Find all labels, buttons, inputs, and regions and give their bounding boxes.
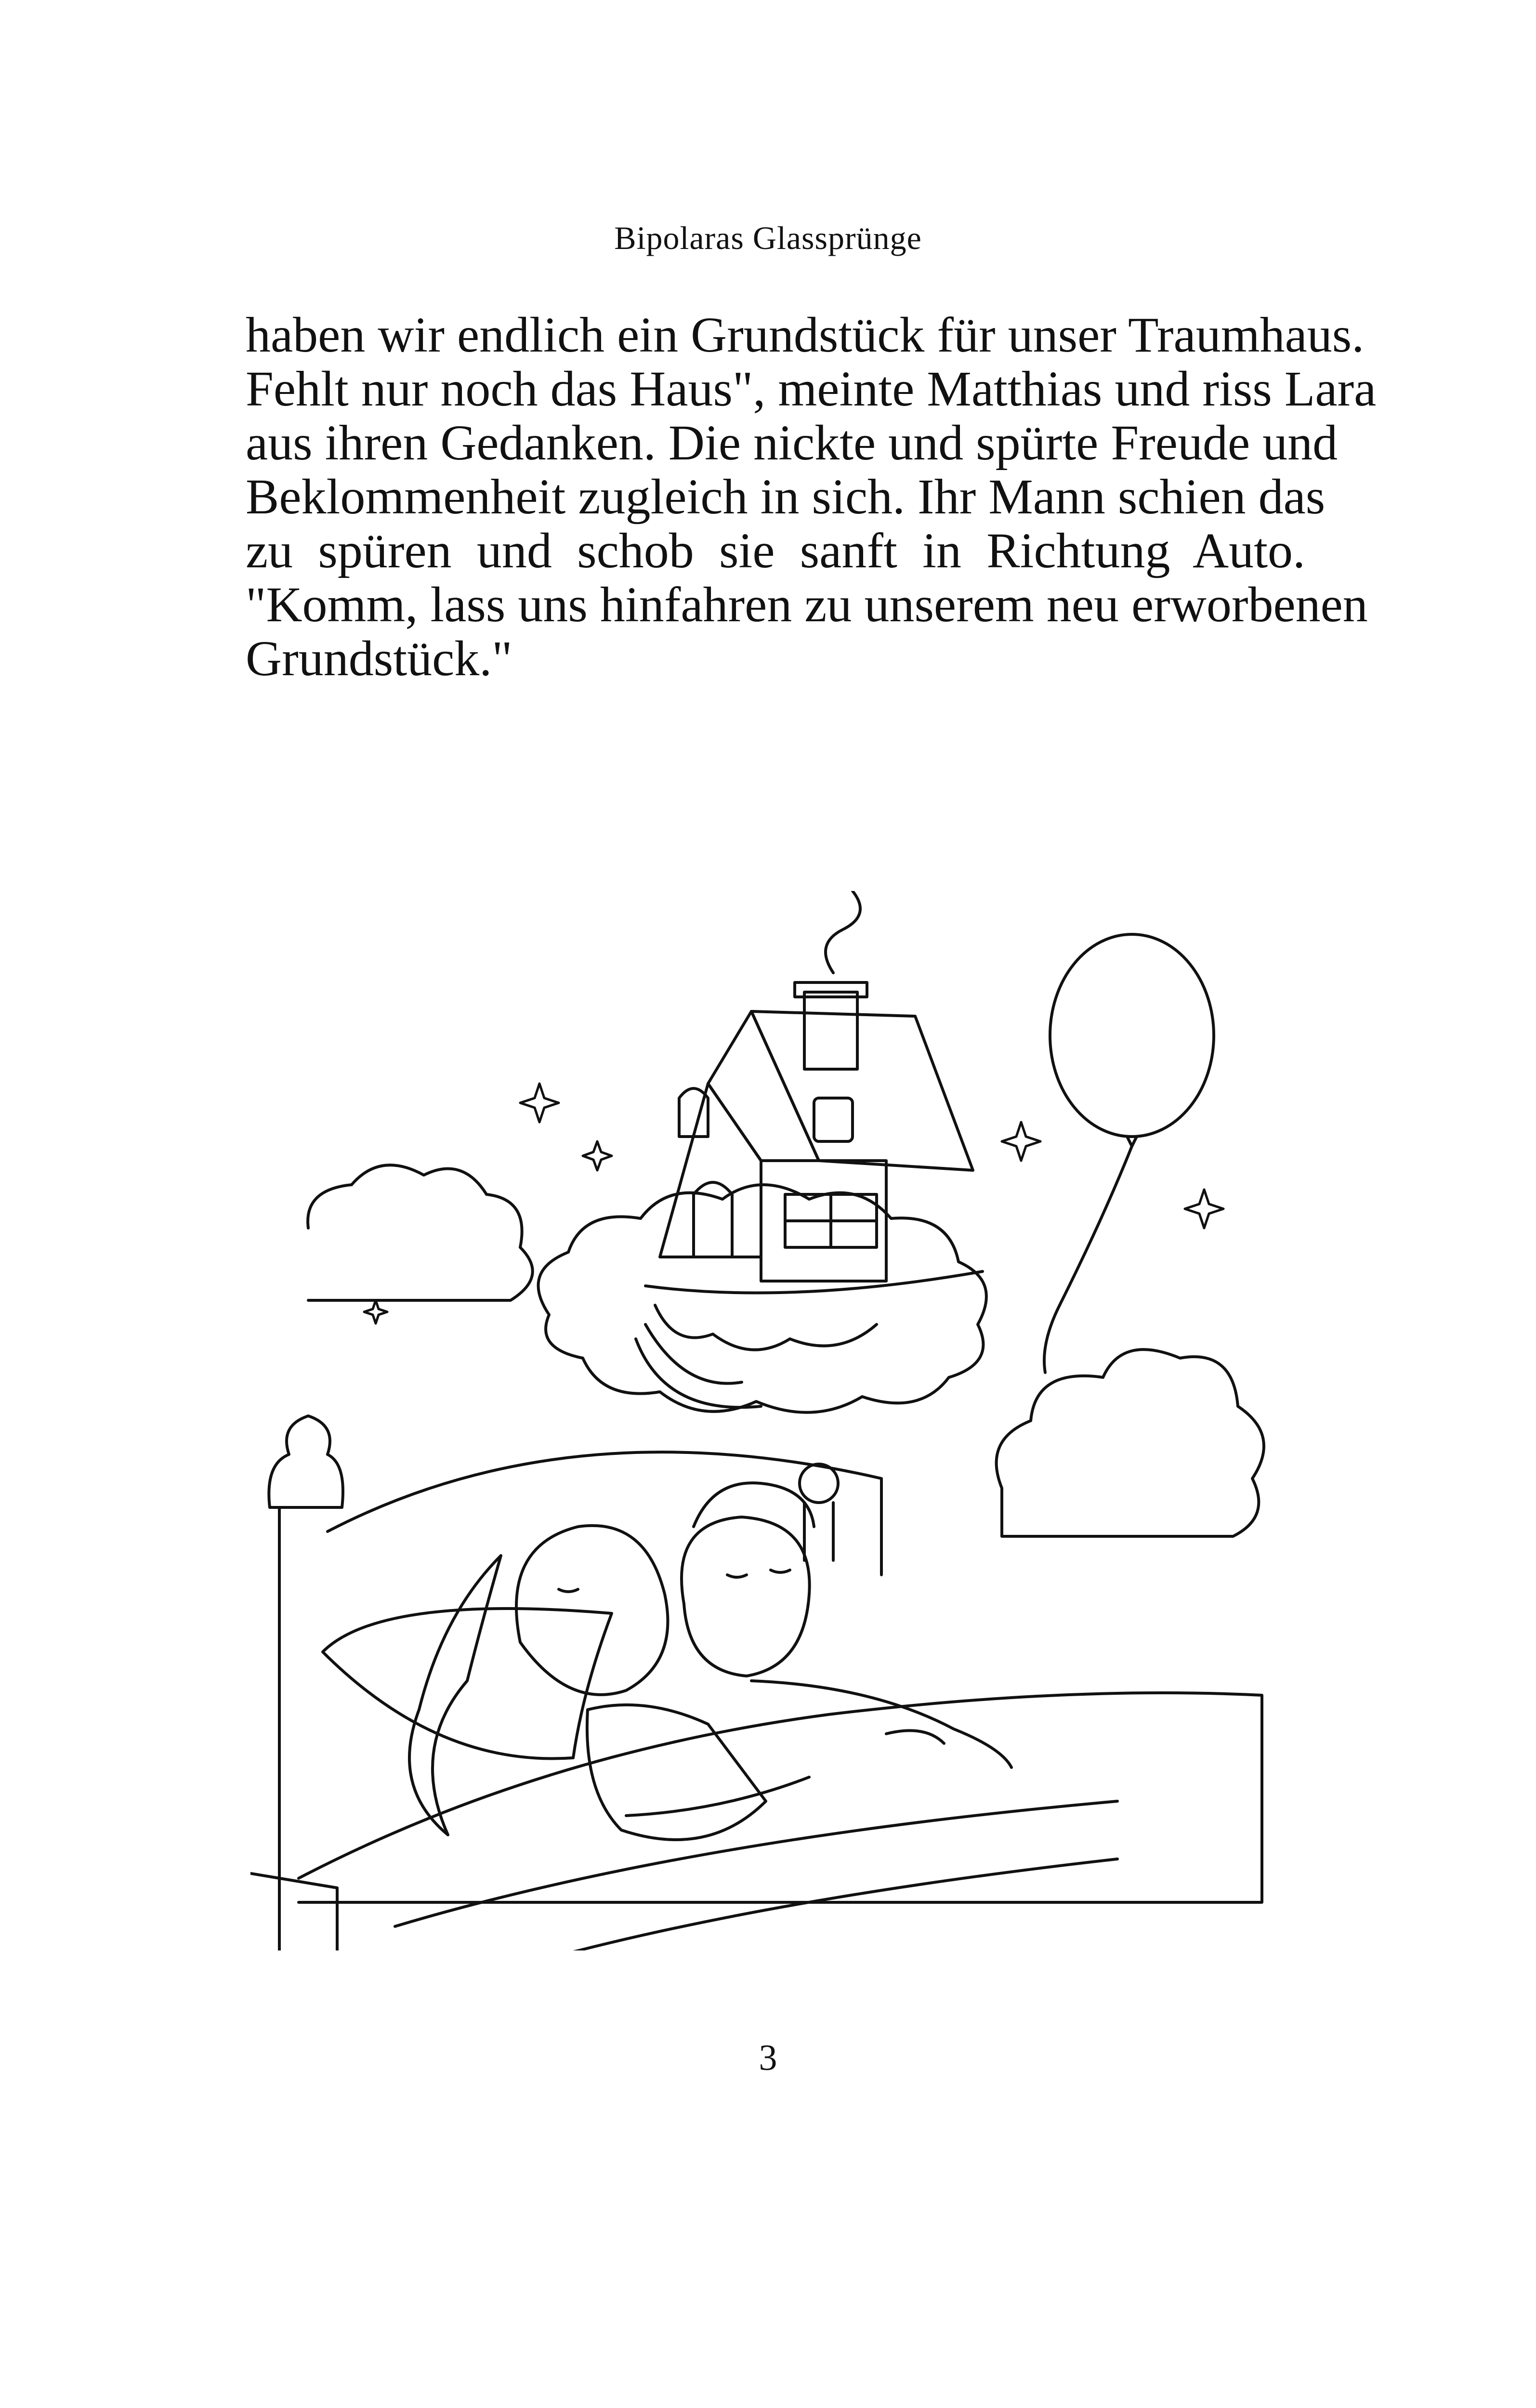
chimney [804, 992, 857, 1069]
text-line: haben wir endlich ein Grundstück für unser Traumhaus. [246, 307, 1365, 363]
balloon [1044, 934, 1214, 1373]
couple-dreaming-of-house-illustration [250, 891, 1310, 1950]
running-header: Bipolaras Glassprünge [614, 220, 922, 256]
background-cloud-right [997, 1349, 1264, 1536]
text-line: zu spüren und schob sie sanft in Richtung Auto. [246, 523, 1305, 578]
body-paragraph [246, 307, 1377, 686]
text-line: Fehlt nur noch das Haus", meinte Matthias und riss Lara [246, 361, 1377, 417]
blanket [299, 1693, 1262, 1902]
bedpost-left [269, 1416, 343, 1507]
page-number: 3 [759, 2038, 777, 2078]
text-line: Beklommenheit zugleich in sich. Ihr Mann schien das [246, 469, 1326, 524]
background-cloud-left [308, 1165, 533, 1300]
bedpost-right [800, 1464, 838, 1503]
floating-house [636, 891, 983, 1407]
sparkles [364, 1084, 1223, 1323]
pillow [323, 1609, 612, 1759]
nightstand [250, 1873, 337, 1950]
text-line: Grundstück." [246, 631, 512, 686]
chimney-smoke [826, 891, 860, 973]
dormer-window [814, 1098, 853, 1141]
text-line: aus ihren Gedanken. Die nickte und spürte Freude und [246, 415, 1338, 471]
sleeping-man [682, 1483, 1011, 1767]
bed [269, 1416, 1262, 1950]
sleeping-woman [409, 1526, 809, 1840]
text-line: "Komm, lass uns hinfahren zu unserem neu erworbenen [246, 577, 1368, 632]
headboard [328, 1452, 881, 1575]
